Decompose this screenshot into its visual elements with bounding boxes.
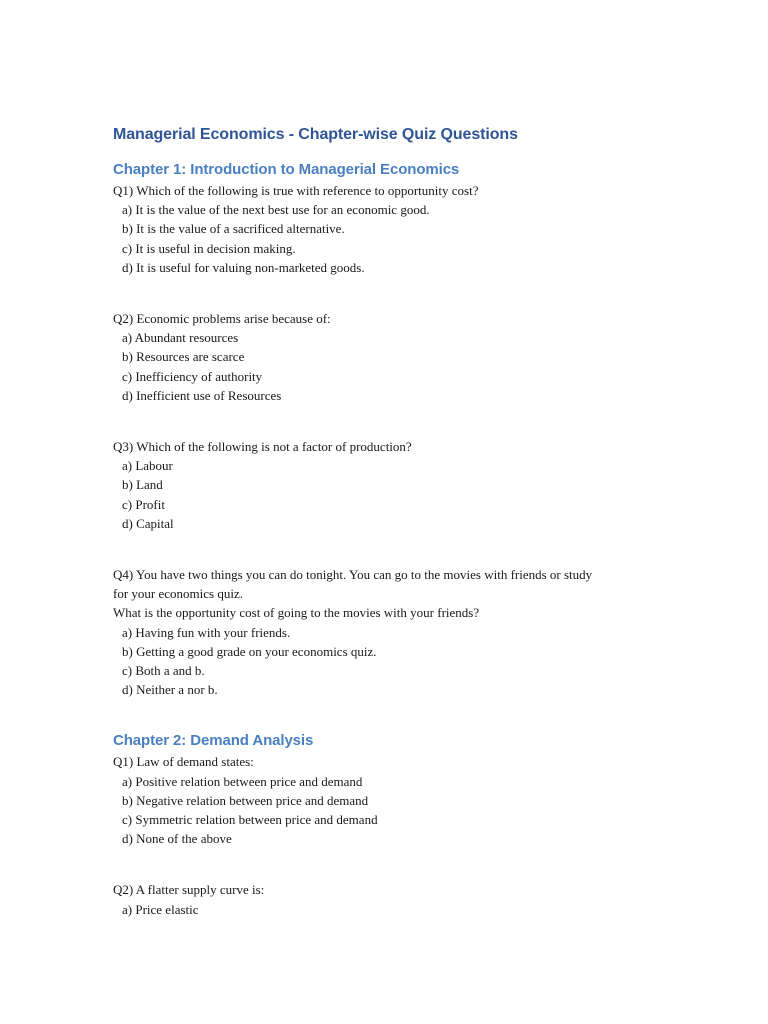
answer-options (113, 623, 673, 700)
chapter-2-question-1 (113, 752, 673, 848)
answer-options (113, 328, 673, 405)
option-c: c) It is useful in decision making. (122, 240, 296, 256)
option-b: b) It is the value of a sacrificed alternative. (122, 221, 345, 237)
question-text-line-3: What is the opportunity cost of going to the movies with your friends? (113, 605, 480, 621)
chapter-1-question-4 (113, 565, 673, 699)
spacer (113, 405, 673, 437)
spacer (113, 848, 673, 880)
question-text: Q1) Which of the following is true with reference to opportunity cost? (113, 183, 479, 198)
chapter-1-section (113, 159, 673, 699)
question-text: Q2) Economic problems arise because of: (113, 311, 331, 327)
option-a: a) Having fun with your friends. (122, 624, 291, 640)
document-title: Managerial Economics - Chapter-wise Quiz Questions (113, 126, 518, 143)
option-a: a) Positive relation between price and demand (122, 773, 363, 789)
option-d: d) Inefficient use of Resources (122, 387, 282, 403)
option-d: d) Neither a nor b. (122, 682, 218, 698)
question-text-line-2: for your economics quiz. (113, 586, 243, 602)
answer-options (113, 200, 673, 277)
answer-options (113, 456, 673, 533)
option-c: c) Both a and b. (122, 663, 205, 679)
option-c: c) Symmetric relation between price and demand (122, 812, 378, 828)
option-c: c) Profit (122, 496, 165, 512)
option-a: a) Price elastic (122, 901, 199, 917)
chapter-1-question-1 (113, 181, 673, 277)
question-text: Q1) Law of demand states: (113, 754, 254, 770)
question-text: Q3) Which of the following is not a factor of production? (113, 439, 412, 455)
option-b: b) Getting a good grade on your economics quiz. (122, 643, 377, 659)
option-b: b) Land (122, 477, 163, 493)
chapter-2-question-2 (113, 880, 673, 918)
option-b: b) Negative relation between price and demand (122, 792, 369, 808)
answer-options (113, 900, 673, 919)
question-text-line-1: Q4) You have two things you can do tonight. You can go to the movies with friends or study (113, 567, 593, 583)
option-d: d) Capital (122, 515, 174, 531)
chapter-1-question-3 (113, 437, 673, 533)
spacer (113, 277, 673, 309)
document-page (113, 124, 673, 919)
answer-options (113, 772, 673, 849)
spacer (113, 533, 673, 565)
option-a: a) Abundant resources (122, 330, 239, 346)
chapter-1-question-2 (113, 309, 673, 405)
chapter-1-title: Chapter 1: Introduction to Managerial Economics (113, 161, 460, 178)
option-a: a) It is the value of the next best use for an economic good. (122, 202, 430, 218)
option-d: d) It is useful for valuing non-marketed goods. (122, 259, 365, 275)
option-d: d) None of the above (122, 831, 232, 847)
chapter-2-section (113, 730, 673, 918)
question-text: Q2) A flatter supply curve is: (113, 882, 265, 898)
option-a: a) Labour (122, 458, 173, 474)
option-c: c) Inefficiency of authority (122, 368, 263, 384)
chapter-2-title: Chapter 2: Demand Analysis (113, 732, 314, 750)
option-b: b) Resources are scarce (122, 349, 245, 365)
spacer (113, 699, 673, 730)
